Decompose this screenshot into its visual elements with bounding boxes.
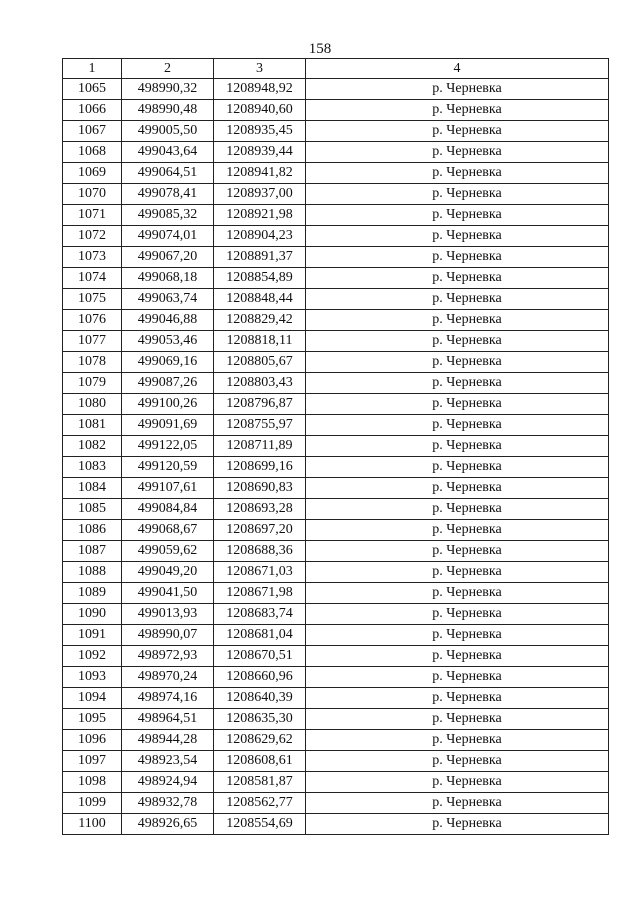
description-cell: р. Черневка xyxy=(306,121,609,142)
y-coordinate-cell: 1208640,39 xyxy=(214,688,306,709)
table-row xyxy=(63,100,609,121)
y-coordinate-cell: 1208681,04 xyxy=(214,625,306,646)
table-row xyxy=(63,688,609,709)
point-number-cell: 1094 xyxy=(63,688,122,709)
table-row xyxy=(63,373,609,394)
point-number-cell: 1096 xyxy=(63,730,122,751)
column-header-y-coordinate: 3 xyxy=(214,59,306,79)
description-cell: р. Черневка xyxy=(306,541,609,562)
table-row xyxy=(63,709,609,730)
description-cell: р. Черневка xyxy=(306,268,609,289)
column-header-x-coordinate: 2 xyxy=(122,59,214,79)
table-row xyxy=(63,457,609,478)
point-number-cell: 1078 xyxy=(63,352,122,373)
point-number-cell: 1088 xyxy=(63,562,122,583)
description-cell: р. Черневка xyxy=(306,205,609,226)
table-row xyxy=(63,625,609,646)
description-cell: р. Черневка xyxy=(306,688,609,709)
y-coordinate-cell: 1208693,28 xyxy=(214,499,306,520)
point-number-cell: 1090 xyxy=(63,604,122,625)
description-cell: р. Черневка xyxy=(306,730,609,751)
y-coordinate-cell: 1208891,37 xyxy=(214,247,306,268)
x-coordinate-cell: 499059,62 xyxy=(122,541,214,562)
x-coordinate-cell: 498990,48 xyxy=(122,100,214,121)
x-coordinate-cell: 499046,88 xyxy=(122,310,214,331)
table-row xyxy=(63,205,609,226)
point-number-cell: 1070 xyxy=(63,184,122,205)
x-coordinate-cell: 499068,67 xyxy=(122,520,214,541)
x-coordinate-cell: 499005,50 xyxy=(122,121,214,142)
point-number-cell: 1093 xyxy=(63,667,122,688)
x-coordinate-cell: 498926,65 xyxy=(122,814,214,835)
x-coordinate-cell: 498944,28 xyxy=(122,730,214,751)
point-number-cell: 1073 xyxy=(63,247,122,268)
description-cell: р. Черневка xyxy=(306,814,609,835)
table-row xyxy=(63,478,609,499)
x-coordinate-cell: 499041,50 xyxy=(122,583,214,604)
description-cell: р. Черневка xyxy=(306,751,609,772)
y-coordinate-cell: 1208660,96 xyxy=(214,667,306,688)
point-number-cell: 1082 xyxy=(63,436,122,457)
y-coordinate-cell: 1208688,36 xyxy=(214,541,306,562)
y-coordinate-cell: 1208671,98 xyxy=(214,583,306,604)
x-coordinate-cell: 498972,93 xyxy=(122,646,214,667)
table-row xyxy=(63,667,609,688)
y-coordinate-cell: 1208848,44 xyxy=(214,289,306,310)
description-cell: р. Черневка xyxy=(306,142,609,163)
point-number-cell: 1100 xyxy=(63,814,122,835)
description-cell: р. Черневка xyxy=(306,226,609,247)
description-cell: р. Черневка xyxy=(306,667,609,688)
description-cell: р. Черневка xyxy=(306,709,609,730)
x-coordinate-cell: 499067,20 xyxy=(122,247,214,268)
description-cell: р. Черневка xyxy=(306,184,609,205)
y-coordinate-cell: 1208940,60 xyxy=(214,100,306,121)
x-coordinate-cell: 499085,32 xyxy=(122,205,214,226)
y-coordinate-cell: 1208697,20 xyxy=(214,520,306,541)
point-number-cell: 1065 xyxy=(63,79,122,100)
page-number: 158 xyxy=(308,41,332,57)
description-cell: р. Черневка xyxy=(306,604,609,625)
point-number-cell: 1067 xyxy=(63,121,122,142)
x-coordinate-cell: 498923,54 xyxy=(122,751,214,772)
x-coordinate-cell: 499078,41 xyxy=(122,184,214,205)
x-coordinate-cell: 499064,51 xyxy=(122,163,214,184)
x-coordinate-cell: 499043,64 xyxy=(122,142,214,163)
description-cell: р. Черневка xyxy=(306,352,609,373)
table-row xyxy=(63,730,609,751)
table-row xyxy=(63,793,609,814)
x-coordinate-cell: 499063,74 xyxy=(122,289,214,310)
y-coordinate-cell: 1208818,11 xyxy=(214,331,306,352)
description-cell: р. Черневка xyxy=(306,79,609,100)
point-number-cell: 1075 xyxy=(63,289,122,310)
table-row xyxy=(63,604,609,625)
table-row xyxy=(63,142,609,163)
table-row xyxy=(63,184,609,205)
coordinates-table xyxy=(62,58,609,835)
point-number-cell: 1091 xyxy=(63,625,122,646)
table-row xyxy=(63,562,609,583)
y-coordinate-cell: 1208939,44 xyxy=(214,142,306,163)
description-cell: р. Черневка xyxy=(306,310,609,331)
x-coordinate-cell: 498970,24 xyxy=(122,667,214,688)
point-number-cell: 1072 xyxy=(63,226,122,247)
point-number-cell: 1066 xyxy=(63,100,122,121)
point-number-cell: 1071 xyxy=(63,205,122,226)
point-number-cell: 1083 xyxy=(63,457,122,478)
y-coordinate-cell: 1208805,67 xyxy=(214,352,306,373)
table-row xyxy=(63,499,609,520)
table-row xyxy=(63,247,609,268)
description-cell: р. Черневка xyxy=(306,520,609,541)
table-row xyxy=(63,751,609,772)
description-cell: р. Черневка xyxy=(306,100,609,121)
x-coordinate-cell: 498932,78 xyxy=(122,793,214,814)
x-coordinate-cell: 499068,18 xyxy=(122,268,214,289)
point-number-cell: 1080 xyxy=(63,394,122,415)
point-number-cell: 1084 xyxy=(63,478,122,499)
y-coordinate-cell: 1208941,82 xyxy=(214,163,306,184)
x-coordinate-cell: 499069,16 xyxy=(122,352,214,373)
description-cell: р. Черневка xyxy=(306,289,609,310)
y-coordinate-cell: 1208796,87 xyxy=(214,394,306,415)
x-coordinate-cell: 499087,26 xyxy=(122,373,214,394)
description-cell: р. Черневка xyxy=(306,331,609,352)
x-coordinate-cell: 499074,01 xyxy=(122,226,214,247)
x-coordinate-cell: 498990,07 xyxy=(122,625,214,646)
y-coordinate-cell: 1208854,89 xyxy=(214,268,306,289)
table-row xyxy=(63,268,609,289)
y-coordinate-cell: 1208948,92 xyxy=(214,79,306,100)
x-coordinate-cell: 499013,93 xyxy=(122,604,214,625)
point-number-cell: 1087 xyxy=(63,541,122,562)
point-number-cell: 1081 xyxy=(63,415,122,436)
description-cell: р. Черневка xyxy=(306,562,609,583)
x-coordinate-cell: 499049,20 xyxy=(122,562,214,583)
description-cell: р. Черневка xyxy=(306,499,609,520)
column-header-description: 4 xyxy=(306,59,609,79)
table-row xyxy=(63,289,609,310)
y-coordinate-cell: 1208699,16 xyxy=(214,457,306,478)
table-row xyxy=(63,646,609,667)
point-number-cell: 1077 xyxy=(63,331,122,352)
point-number-cell: 1085 xyxy=(63,499,122,520)
y-coordinate-cell: 1208562,77 xyxy=(214,793,306,814)
column-header-point-number: 1 xyxy=(63,59,122,79)
x-coordinate-cell: 499107,61 xyxy=(122,478,214,499)
table-row xyxy=(63,121,609,142)
y-coordinate-cell: 1208670,51 xyxy=(214,646,306,667)
point-number-cell: 1092 xyxy=(63,646,122,667)
y-coordinate-cell: 1208904,23 xyxy=(214,226,306,247)
y-coordinate-cell: 1208829,42 xyxy=(214,310,306,331)
description-cell: р. Черневка xyxy=(306,394,609,415)
description-cell: р. Черневка xyxy=(306,373,609,394)
x-coordinate-cell: 498974,16 xyxy=(122,688,214,709)
table-header-row xyxy=(63,59,609,79)
point-number-cell: 1076 xyxy=(63,310,122,331)
table-row xyxy=(63,79,609,100)
point-number-cell: 1089 xyxy=(63,583,122,604)
y-coordinate-cell: 1208629,62 xyxy=(214,730,306,751)
point-number-cell: 1079 xyxy=(63,373,122,394)
table-row xyxy=(63,436,609,457)
table-row xyxy=(63,541,609,562)
y-coordinate-cell: 1208921,98 xyxy=(214,205,306,226)
table-row xyxy=(63,583,609,604)
description-cell: р. Черневка xyxy=(306,436,609,457)
y-coordinate-cell: 1208608,61 xyxy=(214,751,306,772)
point-number-cell: 1086 xyxy=(63,520,122,541)
description-cell: р. Черневка xyxy=(306,478,609,499)
x-coordinate-cell: 499122,05 xyxy=(122,436,214,457)
point-number-cell: 1097 xyxy=(63,751,122,772)
x-coordinate-cell: 499084,84 xyxy=(122,499,214,520)
table-row xyxy=(63,163,609,184)
point-number-cell: 1068 xyxy=(63,142,122,163)
y-coordinate-cell: 1208937,00 xyxy=(214,184,306,205)
description-cell: р. Черневка xyxy=(306,646,609,667)
point-number-cell: 1074 xyxy=(63,268,122,289)
description-cell: р. Черневка xyxy=(306,625,609,646)
table-row xyxy=(63,331,609,352)
table-row xyxy=(63,394,609,415)
description-cell: р. Черневка xyxy=(306,583,609,604)
table-body xyxy=(63,79,609,835)
description-cell: р. Черневка xyxy=(306,772,609,793)
table-row xyxy=(63,520,609,541)
y-coordinate-cell: 1208635,30 xyxy=(214,709,306,730)
y-coordinate-cell: 1208671,03 xyxy=(214,562,306,583)
description-cell: р. Черневка xyxy=(306,457,609,478)
description-cell: р. Черневка xyxy=(306,163,609,184)
y-coordinate-cell: 1208803,43 xyxy=(214,373,306,394)
point-number-cell: 1098 xyxy=(63,772,122,793)
description-cell: р. Черневка xyxy=(306,415,609,436)
table-row xyxy=(63,226,609,247)
y-coordinate-cell: 1208581,87 xyxy=(214,772,306,793)
table-row xyxy=(63,310,609,331)
y-coordinate-cell: 1208683,74 xyxy=(214,604,306,625)
x-coordinate-cell: 498964,51 xyxy=(122,709,214,730)
x-coordinate-cell: 499091,69 xyxy=(122,415,214,436)
table-row xyxy=(63,352,609,373)
x-coordinate-cell: 499053,46 xyxy=(122,331,214,352)
point-number-cell: 1099 xyxy=(63,793,122,814)
y-coordinate-cell: 1208690,83 xyxy=(214,478,306,499)
y-coordinate-cell: 1208554,69 xyxy=(214,814,306,835)
x-coordinate-cell: 498924,94 xyxy=(122,772,214,793)
description-cell: р. Черневка xyxy=(306,247,609,268)
x-coordinate-cell: 498990,32 xyxy=(122,79,214,100)
description-cell: р. Черневка xyxy=(306,793,609,814)
point-number-cell: 1069 xyxy=(63,163,122,184)
table-row xyxy=(63,814,609,835)
table-row xyxy=(63,415,609,436)
table-row xyxy=(63,772,609,793)
y-coordinate-cell: 1208935,45 xyxy=(214,121,306,142)
x-coordinate-cell: 499120,59 xyxy=(122,457,214,478)
point-number-cell: 1095 xyxy=(63,709,122,730)
y-coordinate-cell: 1208711,89 xyxy=(214,436,306,457)
y-coordinate-cell: 1208755,97 xyxy=(214,415,306,436)
x-coordinate-cell: 499100,26 xyxy=(122,394,214,415)
